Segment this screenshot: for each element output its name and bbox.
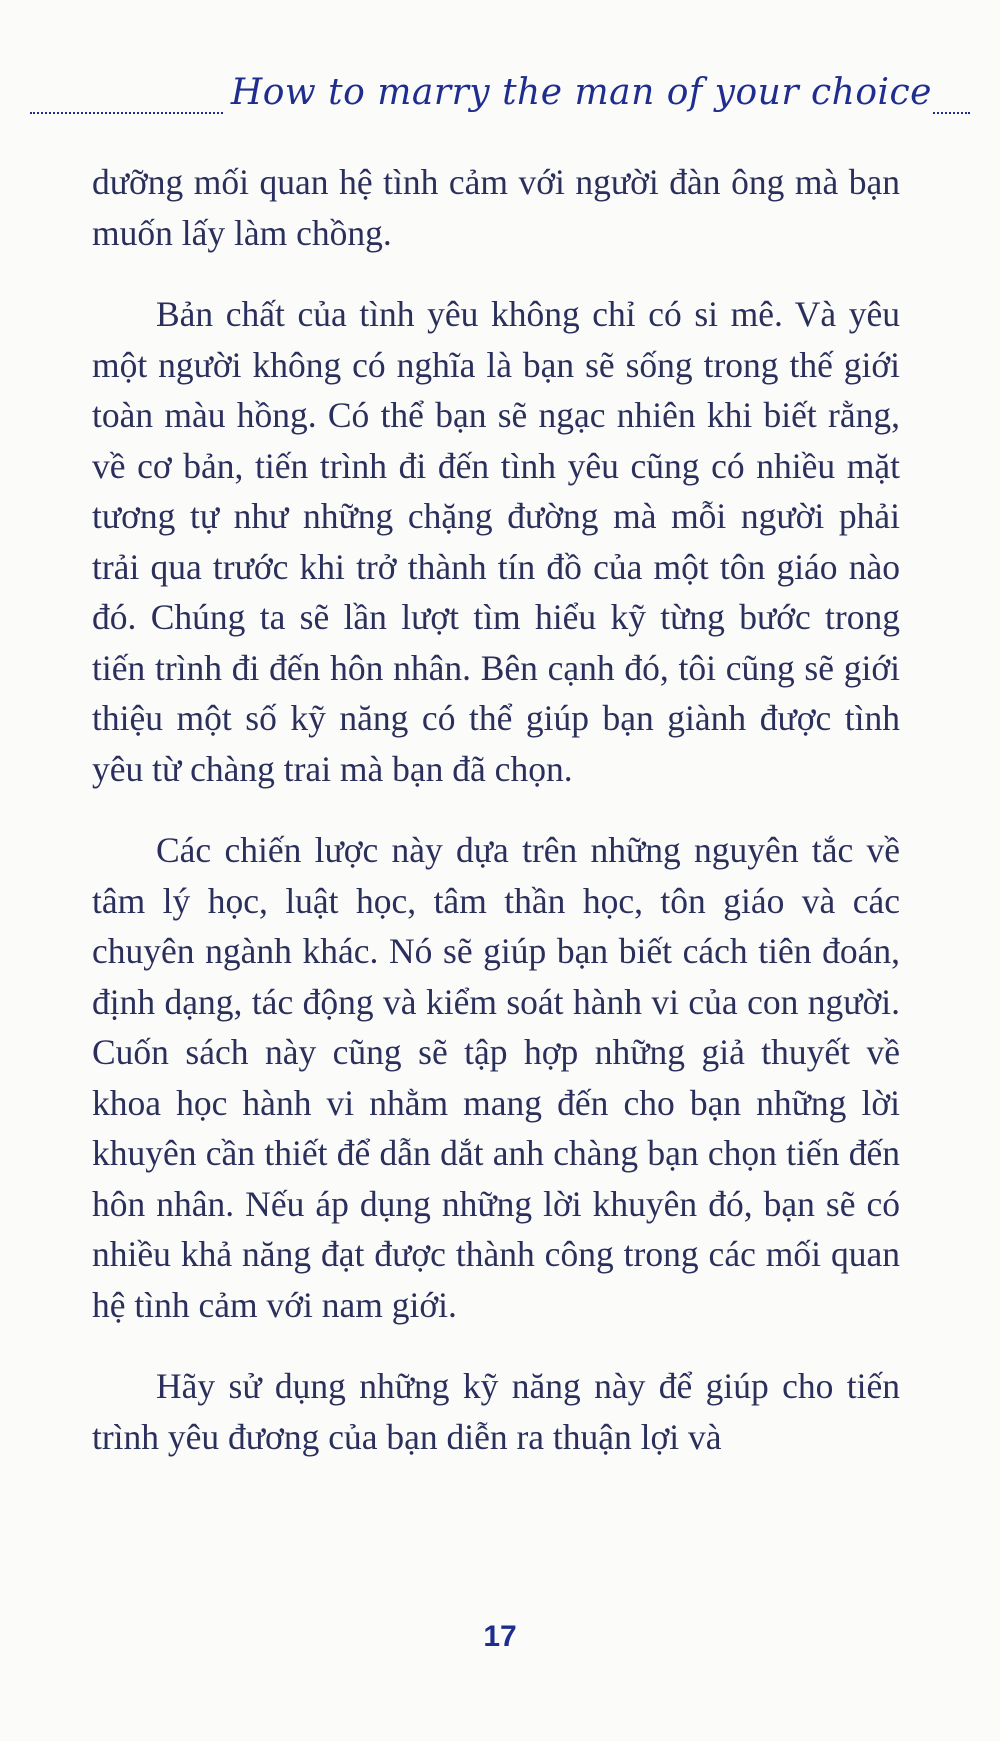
page-number: 17	[483, 1620, 517, 1653]
paragraph: Hãy sử dụng những kỹ năng này để giúp cho tiến trình yêu đương của bạn diễn ra thuận lợi và	[92, 1366, 900, 1457]
paragraph: Bản chất của tình yêu không chỉ có si mê. Và yêu một người không có nghĩa là bạn sẽ sống trong thế giới toàn màu hồng. Có thể bạn sẽ ngạc nhiên khi biết rằng, về cơ bản, tiến trình đi đến tình yêu cũng có nhiều mặt tương tự như những chặng đường mà mỗi người phải trải qua trước khi trở thành tín đồ của một tôn giáo nào đó. Chúng ta sẽ lần lượt tìm hiểu kỹ từng bước trong tiến trình đi đến hôn nhân. Bên cạnh đó, tôi cũng sẽ giới thiệu một số kỹ năng có thể giúp bạn giành được tình yêu từ chàng trai mà bạn đã chọn.	[92, 294, 900, 789]
running-header	[30, 72, 970, 122]
paragraph-continued: dưỡng mối quan hệ tình cảm với người đàn ông mà bạn muốn lấy làm chồng.	[92, 162, 900, 253]
body-text	[92, 157, 900, 1493]
running-title: How to marry the man of your choice	[223, 72, 932, 114]
paragraph: Các chiến lược này dựa trên những nguyên tắc về tâm lý học, luật học, tâm thần học, tôn giáo và các chuyên ngành khác. Nó sẽ giúp bạn biết cách tiên đoán, định dạng, tác động và kiểm soát hành vi của con người. Cuốn sách này cũng sẽ tập hợp những giả thuyết về khoa học hành vi nhằm mang đến cho bạn những lời khuyên cần thiết để dẫn dắt anh chàng bạn chọn tiến đến hôn nhân. Nếu áp dụng những lời khuyên đó, bạn sẽ có nhiều khả năng đạt được thành công trong các mối quan hệ tình cảm với nam giới.	[92, 830, 900, 1325]
